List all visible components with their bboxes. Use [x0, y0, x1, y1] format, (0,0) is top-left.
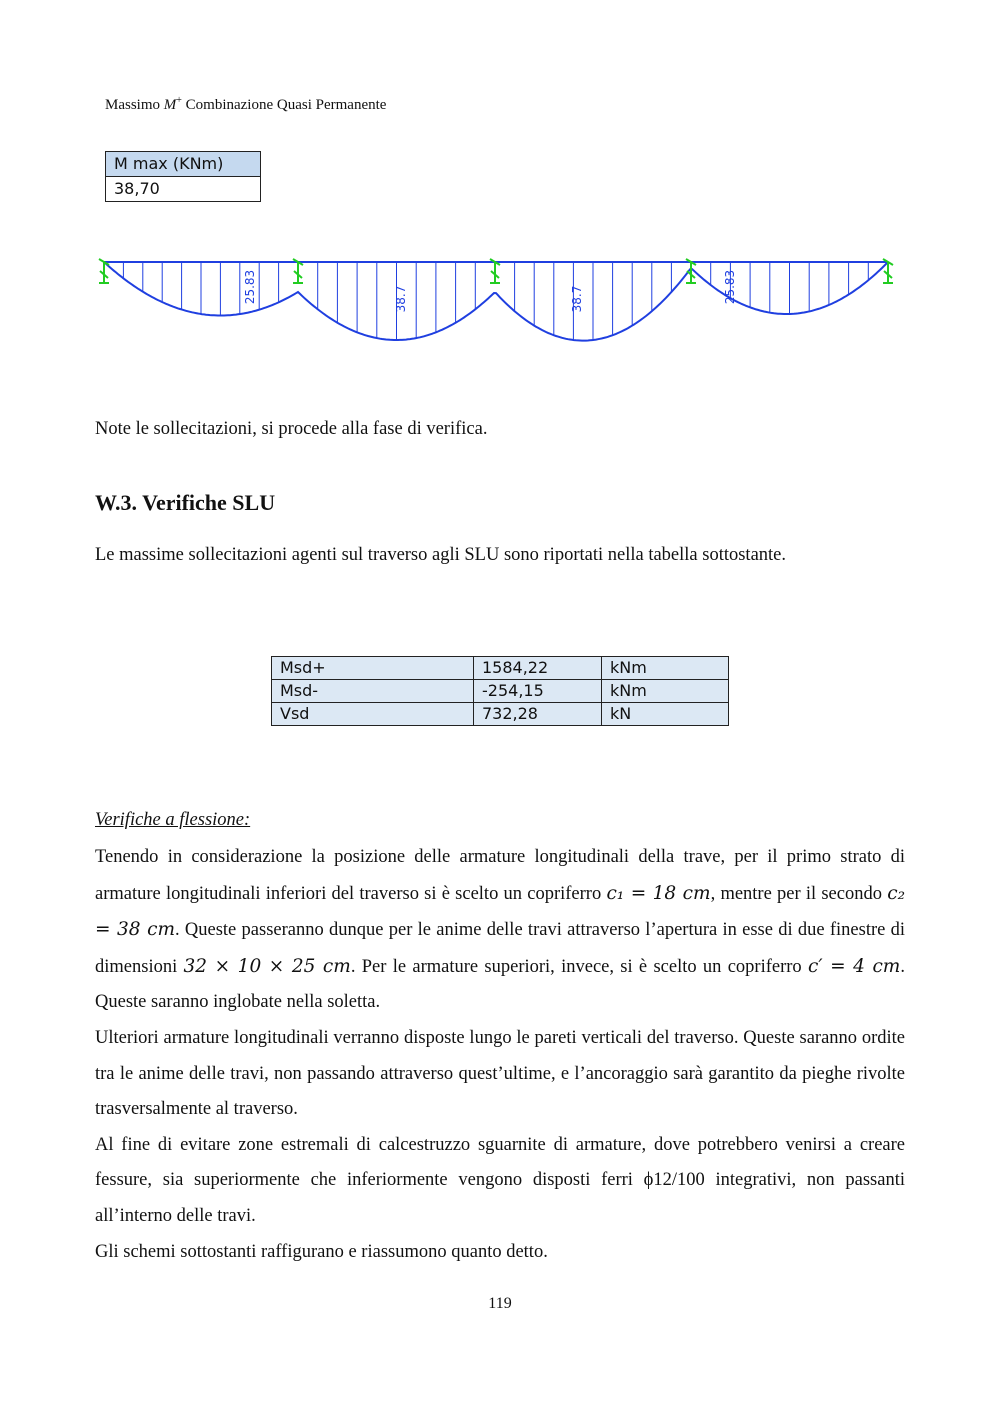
- row-name: Msd-: [272, 680, 474, 703]
- row-unit: kN: [602, 703, 729, 726]
- row-unit: kNm: [602, 657, 729, 680]
- moment-symbol: M: [163, 97, 177, 113]
- row-name: Msd+: [272, 657, 474, 680]
- row-value: 732,28: [474, 703, 602, 726]
- table-row: [272, 657, 729, 680]
- mmax-value: 38,70: [106, 177, 261, 202]
- page-number: 119: [488, 1295, 512, 1312]
- formula-c2: c₂ = 38 cm: [95, 882, 905, 941]
- paragraph-4: Gli schemi sottostanti raffigurano e riassumono quanto detto.: [95, 1241, 548, 1262]
- row-name: Vsd: [272, 703, 474, 726]
- slu-table: [271, 656, 729, 726]
- paragraph-2: Ulteriori armature longitudinali verranno disposte lungo le pareti verticali del traverso. Queste saranno ordite tra le anime delle travi, non passando attraverso quest’ultime, e l’ancoraggio sarà garantito da pieghe rivolte trasversalmente al traverso.: [95, 1027, 905, 1120]
- mmax-header: M max (KNm): [106, 152, 261, 177]
- section-heading: W.3. Verifiche SLU: [95, 490, 276, 515]
- body-text: [95, 840, 905, 1270]
- diagram-label-1: 25.83: [243, 269, 257, 305]
- paragraph-1: Tenendo in considerazione la posizione delle armature longitudinali della trave, per il primo strato di armature longitudinali inferiori del traverso si è scelto un copriferro c₁ = 18 cm, mentre per il secondo c₂ = 38 cm. Queste passeranno dunque per le anime delle travi attraverso l’apertura in esse di due finestre di dimensioni 32 × 10 × 25 cm. Per le armature superiori, invece, si è scelto un copriferro c′ = 4 cm. Queste saranno inglobate nella soletta.: [95, 847, 905, 1013]
- row-value: -254,15: [474, 680, 602, 703]
- row-value: 1584,22: [474, 657, 602, 680]
- diagram-label-2: 38.7: [394, 285, 408, 313]
- moment-superscript: +: [176, 95, 182, 106]
- diagram-label-3: 38.7: [570, 285, 584, 313]
- figure-caption: Massimo M+ Combinazione Quasi Permanente: [105, 95, 387, 113]
- table-row: [272, 703, 729, 726]
- mmax-table: [105, 151, 261, 202]
- subheading: Verifiche a flessione:: [95, 810, 251, 830]
- formula-cprime: c′ = 4 cm: [807, 955, 901, 977]
- intro-text: Le massime sollecitazioni agenti sul traverso agli SLU sono riportati nella tabella sottostante.: [95, 545, 787, 565]
- row-unit: kNm: [602, 680, 729, 703]
- bending-moment-diagram: [92, 245, 902, 355]
- table-row: [272, 680, 729, 703]
- formula-dimensions: 32 × 10 × 25 cm: [183, 955, 351, 977]
- paragraph-3: Al fine di evitare zone estremali di calcestruzzo sguarnite di armature, dove potrebbero venirsi a creare fessure, sia superiormente che inferiormente vengono disposti ferri ϕ12/100 integrativi, non passanti all’interno delle travi.: [95, 1134, 905, 1226]
- note-text: Note le sollecitazioni, si procede alla fase di verifica.: [95, 419, 488, 439]
- diagram-label-4: 25.83: [723, 269, 737, 305]
- formula-c1: c₁ = 18 cm: [606, 882, 711, 904]
